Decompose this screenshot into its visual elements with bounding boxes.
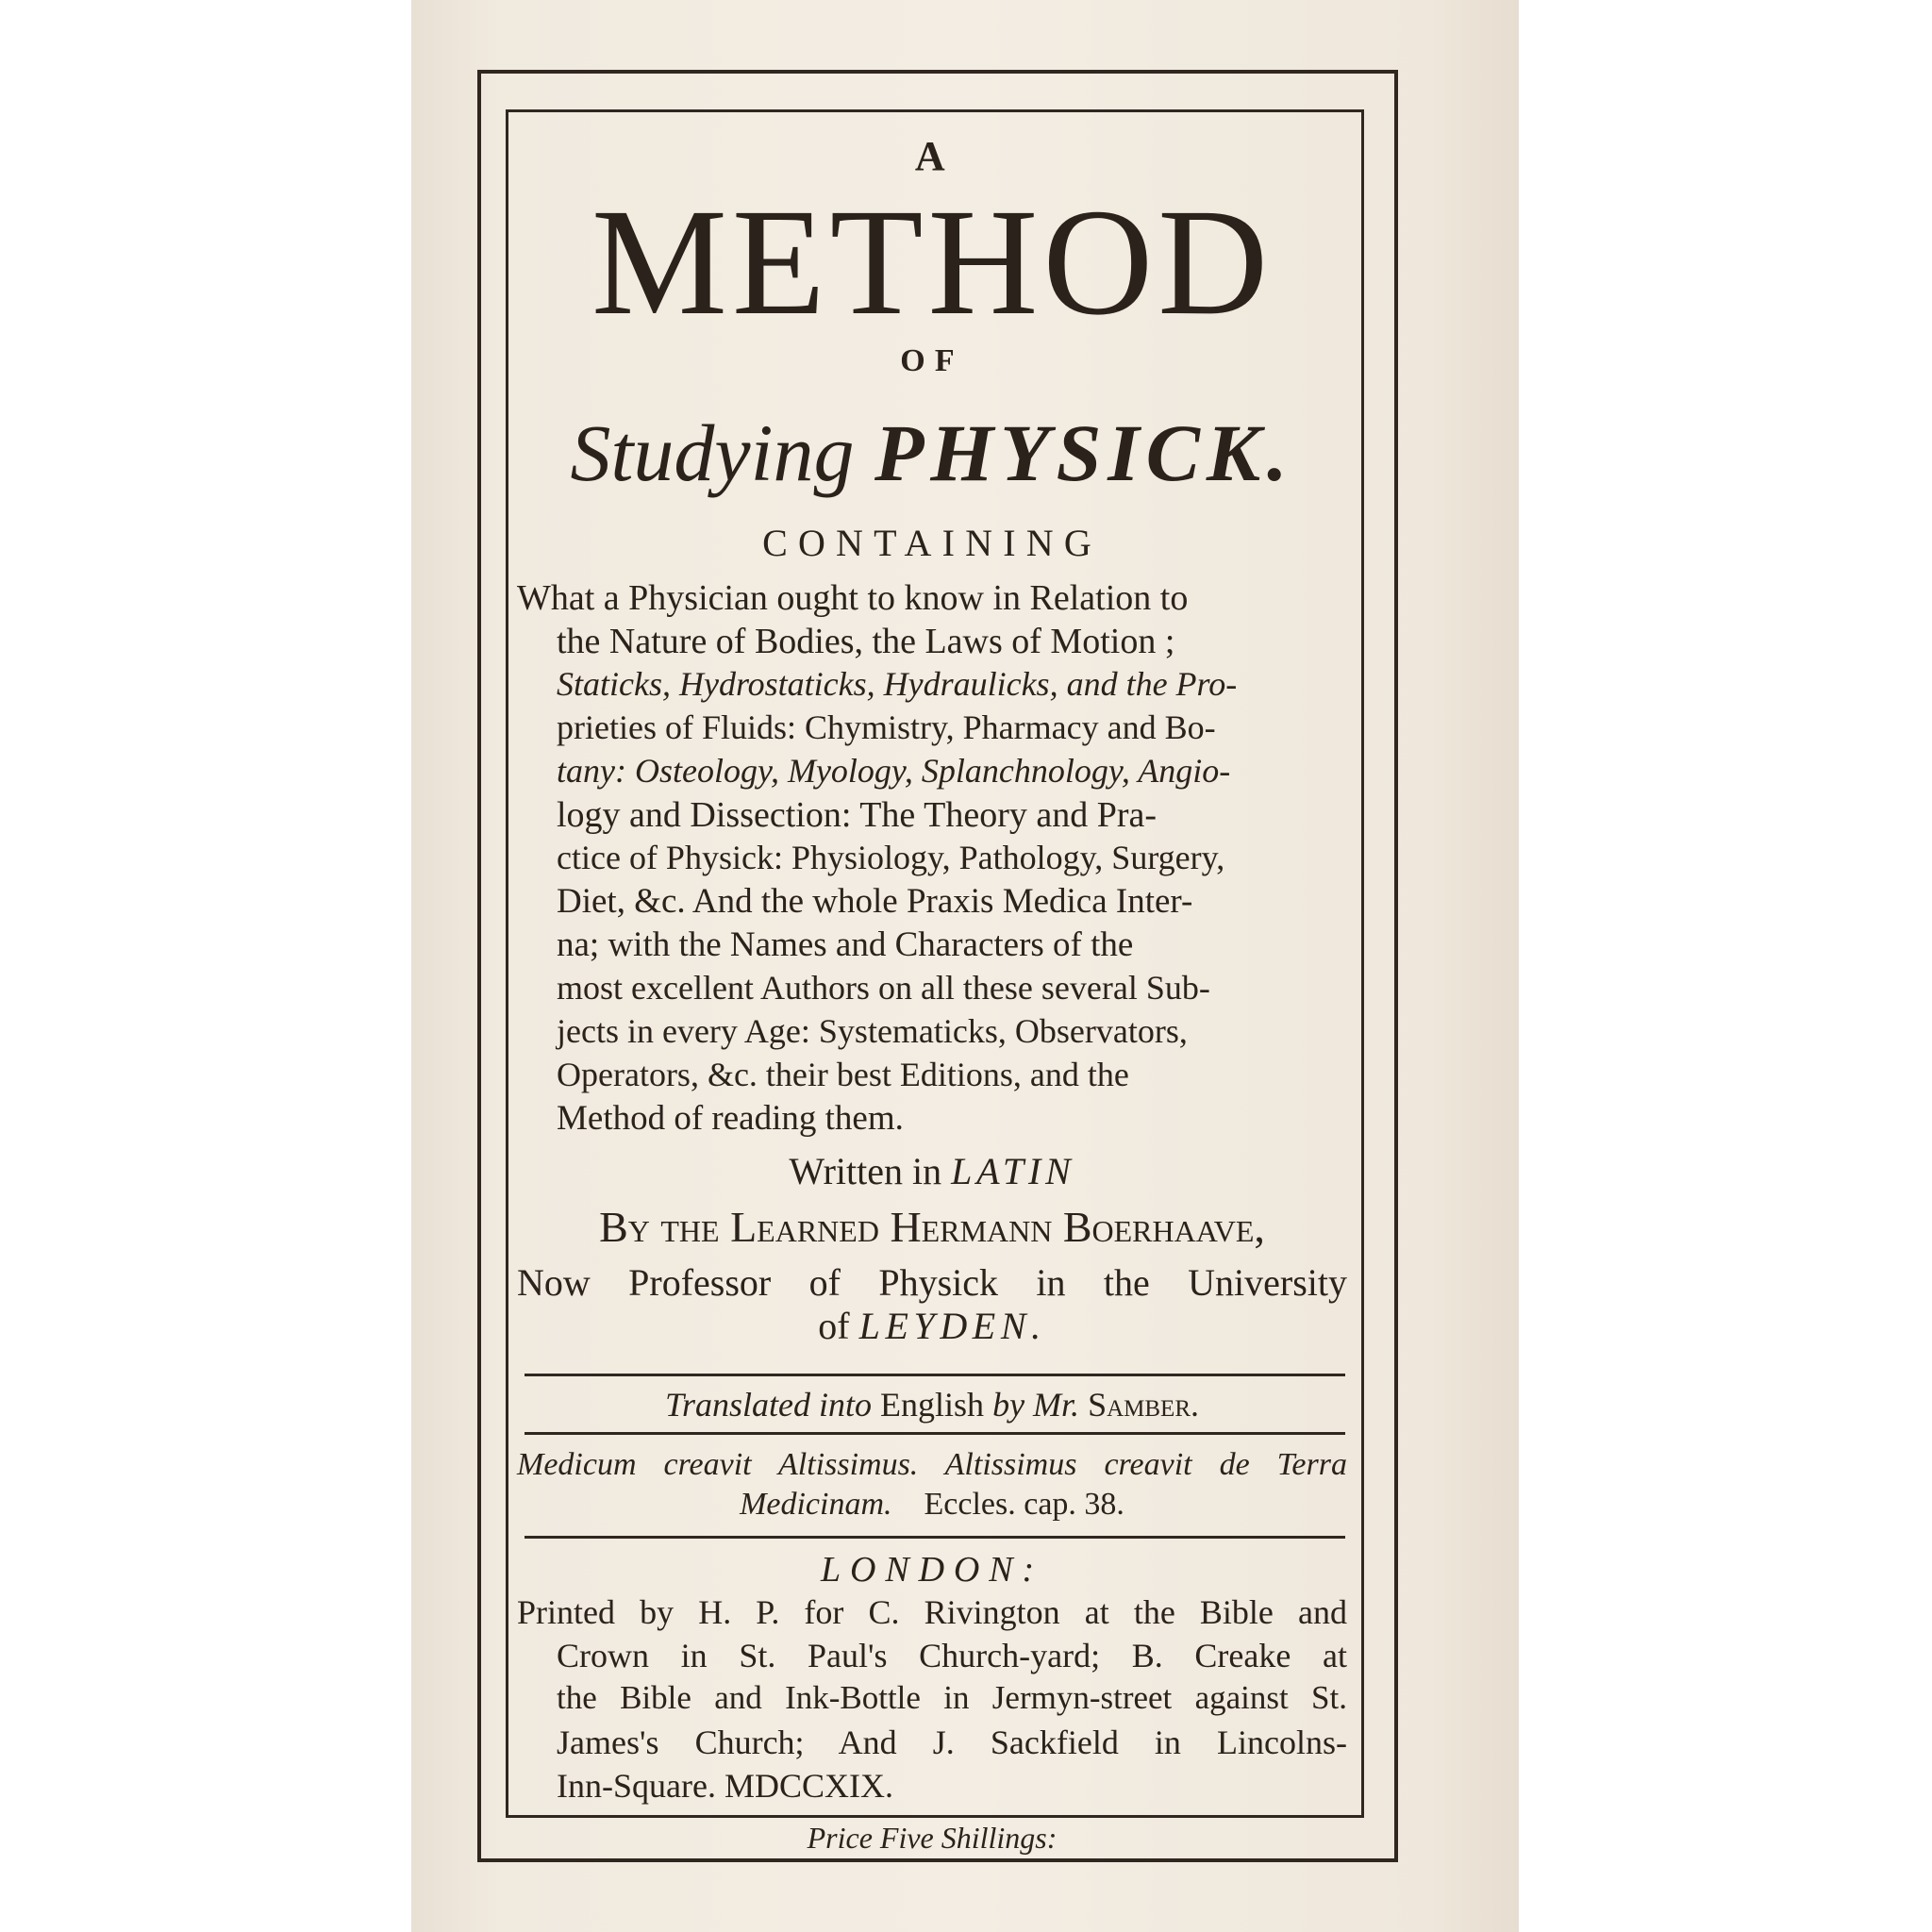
translator-line bbox=[517, 1385, 1347, 1424]
body-line: ctice of Physick: Physiology, Pathology, Surgery, bbox=[557, 839, 1225, 876]
imprint-line: Printed by H. P. for C. Rivington at the Bible and bbox=[517, 1593, 1347, 1631]
translator-text-c: by Mr. bbox=[992, 1386, 1080, 1424]
written-in-line bbox=[517, 1149, 1347, 1193]
title-method: METHOD bbox=[591, 178, 1274, 347]
motto-citation: Eccles. cap. 38. bbox=[924, 1487, 1124, 1522]
inner-border-left bbox=[506, 109, 508, 1818]
body-line: the Nature of Bodies, the Laws of Motion ; bbox=[557, 622, 1175, 661]
body-line: Diet, &c. And the whole Praxis Medica Inter- bbox=[557, 882, 1193, 921]
divider-rule-2 bbox=[525, 1432, 1345, 1435]
inner-border-top bbox=[506, 109, 1364, 112]
imprint-line-last: Inn-Square. MDCCXIX. bbox=[557, 1767, 893, 1805]
title-studying: Studying bbox=[570, 408, 855, 498]
body-line: jects in every Age: Systematicks, Observators, bbox=[557, 1012, 1188, 1050]
outer-border-left bbox=[477, 70, 481, 1862]
body-line-last: Method of reading them. bbox=[557, 1099, 904, 1138]
title-studying-physick bbox=[517, 406, 1347, 500]
translator-name: Samber. bbox=[1088, 1386, 1199, 1424]
body-line: na; with the Names and Characters of the bbox=[557, 925, 1134, 964]
written-in-language: LATIN bbox=[951, 1150, 1075, 1192]
translator-text-a: Translated into bbox=[665, 1386, 873, 1424]
written-in-text: Written in bbox=[789, 1150, 942, 1192]
body-line: logy and Dissection: The Theory and Pra- bbox=[557, 795, 1158, 835]
outer-border-right bbox=[1394, 70, 1398, 1862]
university-name: LEYDEN. bbox=[858, 1305, 1046, 1347]
body-line: What a Physician ought to know in Relation to bbox=[517, 578, 1189, 618]
body-line: prieties of Fluids: Chymistry, Pharmacy and Bo- bbox=[557, 708, 1216, 746]
divider-rule-1 bbox=[525, 1374, 1345, 1376]
title-of: OF bbox=[900, 343, 964, 378]
university-line bbox=[517, 1304, 1347, 1348]
outer-border-bottom bbox=[479, 1858, 1396, 1862]
body-line: tany: Osteology, Myology, Splanchnology, Angio- bbox=[557, 752, 1231, 790]
motto-line-1: Medicum creavit Altissimus. Altissimus creavit de Terra bbox=[517, 1447, 1347, 1482]
body-line: Staticks, Hydrostaticks, Hydraulicks, and the Pro- bbox=[557, 665, 1238, 703]
imprint-city: LONDON: bbox=[821, 1550, 1043, 1590]
title-article: A bbox=[914, 133, 950, 179]
author-line: By the Learned Hermann Boerhaave, bbox=[599, 1203, 1265, 1251]
professor-line: Now Professor of Physick in the University bbox=[517, 1261, 1347, 1304]
price-line: Price Five Shillings: bbox=[807, 1821, 1058, 1855]
outer-border-top bbox=[481, 70, 1396, 74]
imprint-line: the Bible and Ink-Bottle in Jermyn-street against St. bbox=[557, 1679, 1347, 1716]
body-line: most excellent Authors on all these several Sub- bbox=[557, 969, 1210, 1007]
body-line: Operators, &c. their best Editions, and the bbox=[557, 1056, 1129, 1093]
motto-word: Medicinam. bbox=[740, 1487, 892, 1522]
imprint-line: James's Church; And J. Sackfield in Lincolns- bbox=[557, 1724, 1347, 1761]
containing-heading: CONTAINING bbox=[762, 522, 1102, 564]
translator-text-b: English bbox=[880, 1386, 985, 1424]
divider-rule-3 bbox=[525, 1536, 1345, 1539]
imprint-line: Crown in St. Paul's Church-yard; B. Creake at bbox=[557, 1637, 1347, 1674]
university-of: of bbox=[818, 1305, 850, 1347]
inner-border-right bbox=[1361, 109, 1364, 1818]
title-physick: PHYSICK. bbox=[874, 408, 1294, 498]
motto-line-2 bbox=[517, 1487, 1347, 1523]
inner-border-bottom bbox=[506, 1815, 1364, 1818]
